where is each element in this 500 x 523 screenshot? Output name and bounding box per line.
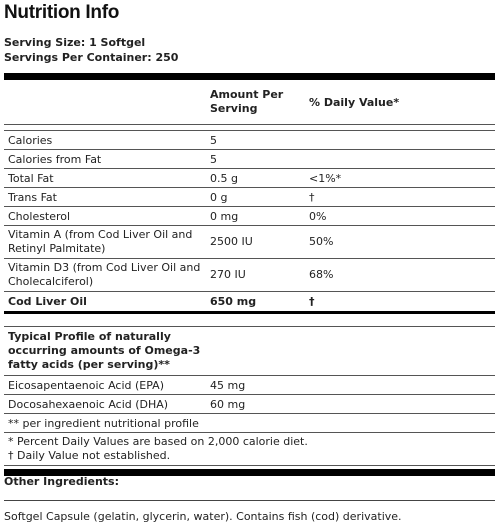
row-name: Cholesterol: [8, 210, 71, 223]
row-name: Cod Liver Oil: [8, 295, 87, 308]
facts-header-row: [4, 80, 495, 125]
row-dv: [305, 376, 495, 394]
profile-note: ** per ingredient nutritional profile: [8, 417, 199, 430]
serving-info: [4, 35, 496, 65]
row-name: Calories from Fat: [8, 153, 102, 166]
header-amount: Amount Per Serving: [210, 88, 284, 115]
row-amount: 0 mg: [210, 210, 239, 223]
row-name: Vitamin A (from Cod Liver Oil and Retinyl Palmitate): [8, 228, 193, 255]
other-ingredients-heading: Other Ingredients:: [4, 475, 119, 488]
page-title: Nutrition Info: [4, 2, 120, 23]
row-amount: 650 mg: [210, 295, 257, 308]
row-dv: †: [309, 191, 315, 204]
row-dv: 0%: [309, 210, 327, 223]
other-ingredients-text: Softgel Capsule (gelatin, glycerin, water). Contains fish (cod) derivative.: [4, 510, 402, 523]
table-row: [4, 395, 495, 414]
table-row: [4, 150, 495, 169]
table-row: [4, 188, 495, 207]
row-dv: [305, 150, 495, 168]
row-amount: 45 mg: [210, 379, 246, 392]
spacer-row: [4, 314, 495, 327]
footnote-dv: * Percent Daily Values are based on 2,000 calorie diet.: [8, 435, 308, 448]
table-row: [4, 292, 495, 311]
row-dv: 50%: [309, 235, 334, 248]
servings-per-container: Servings Per Container: 250: [4, 51, 179, 64]
facts-table: [4, 73, 495, 476]
row-name: Docosahexaenoic Acid (DHA): [8, 398, 169, 411]
other-ingredients: [4, 475, 495, 523]
row-name: Calories: [8, 134, 53, 147]
row-name: Trans Fat: [8, 191, 57, 204]
row-amount: 2500 IU: [210, 235, 253, 248]
header-dv: % Daily Value*: [309, 95, 400, 109]
table-row: [4, 259, 495, 292]
table-row: [4, 226, 495, 259]
row-dv: †: [309, 295, 315, 308]
header-blank: [4, 100, 206, 104]
row-amount: 5: [210, 134, 217, 147]
row-amount: 0.5 g: [210, 172, 238, 185]
row-dv: [305, 395, 495, 413]
table-row: [4, 131, 495, 150]
footnote-dagger: † Daily Value not established.: [8, 449, 171, 462]
row-amount: 0 g: [210, 191, 228, 204]
serving-size: Serving Size: 1 Softgel: [4, 36, 146, 49]
table-row: [4, 376, 495, 395]
row-name: Vitamin D3 (from Cod Liver Oil and Cholecalciferol): [8, 261, 201, 288]
table-row: [4, 207, 495, 226]
row-amount: 270 IU: [210, 268, 246, 281]
row-name: Total Fat: [8, 172, 54, 185]
row-dv: [305, 131, 495, 149]
row-name: Eicosapentaenoic Acid (EPA): [8, 379, 165, 392]
other-rule: [4, 500, 495, 501]
profile-note-row: [4, 414, 495, 433]
row-amount: 5: [210, 153, 217, 166]
profile-heading-row: [4, 327, 495, 376]
top-rule: [4, 73, 495, 80]
footnote-row: [4, 433, 495, 466]
profile-heading: Typical Profile of naturally occurring amounts of Omega-3 fatty acids (per serving)**: [8, 330, 201, 371]
row-dv: 68%: [309, 268, 334, 281]
table-row: [4, 169, 495, 188]
row-dv: <1%*: [309, 172, 342, 185]
row-amount: 60 mg: [210, 398, 246, 411]
